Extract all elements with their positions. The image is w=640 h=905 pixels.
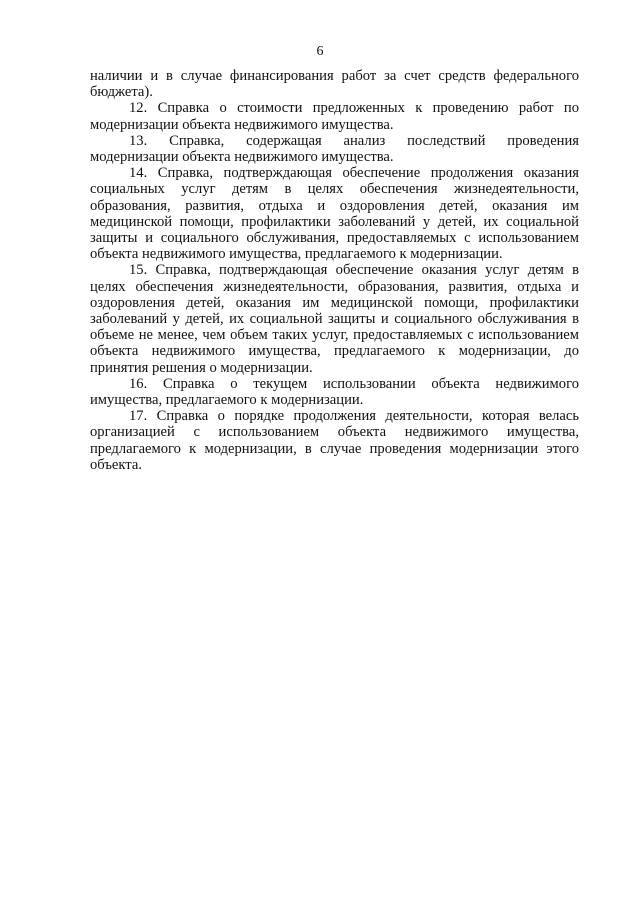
paragraph-item-14: 14. Справка, подтверждающая обеспечение продолжения оказания социальных услуг детям в целях обеспечения жизнедеятельности, образования, развития, отдыха и оздоровления детей, оказания им медицинской помощи, профилактики заболеваний у детей, их социальной защиты и социального обслуживания, предоставляемых с использованием объекта недвижимого имущества, предлагаемого к модернизации.: [90, 165, 579, 263]
paragraph-item-17: 17. Справка о порядке продолжения деятельности, которая велась организацией с использованием объекта недвижимого имущества, предлагаемого к модернизации, в случае проведения модернизации этого объекта.: [90, 408, 579, 473]
document-body: [90, 68, 579, 473]
page-number: 6: [316, 44, 324, 59]
paragraph-item-15: 15. Справка, подтверждающая обеспечение оказания услуг детям в целях обеспечения жизнедеятельности, образования, развития, отдыха и оздоровления детей, оказания им медицинской помощи, профилактики заболеваний у детей, их социальной защиты и социального обслуживания в объеме не менее, чем объем таких услуг, предоставляемых с использованием объекта недвижимого имущества, предлагаемого к модернизации, до принятия решения о модернизации.: [90, 262, 579, 376]
paragraph-item-16: 16. Справка о текущем использовании объекта недвижимого имущества, предлагаемого к модернизации.: [90, 375, 579, 409]
paragraph-item-13: 13. Справка, содержащая анализ последствий проведения модернизации объекта недвижимого имущества.: [90, 132, 579, 166]
paragraph-item-12: 12. Справка о стоимости предложенных к проведению работ по модернизации объекта недвижимого имущества.: [90, 100, 579, 133]
paragraph-continuation: наличии и в случае финансирования работ за счет средств федерального бюджета).: [90, 68, 579, 101]
